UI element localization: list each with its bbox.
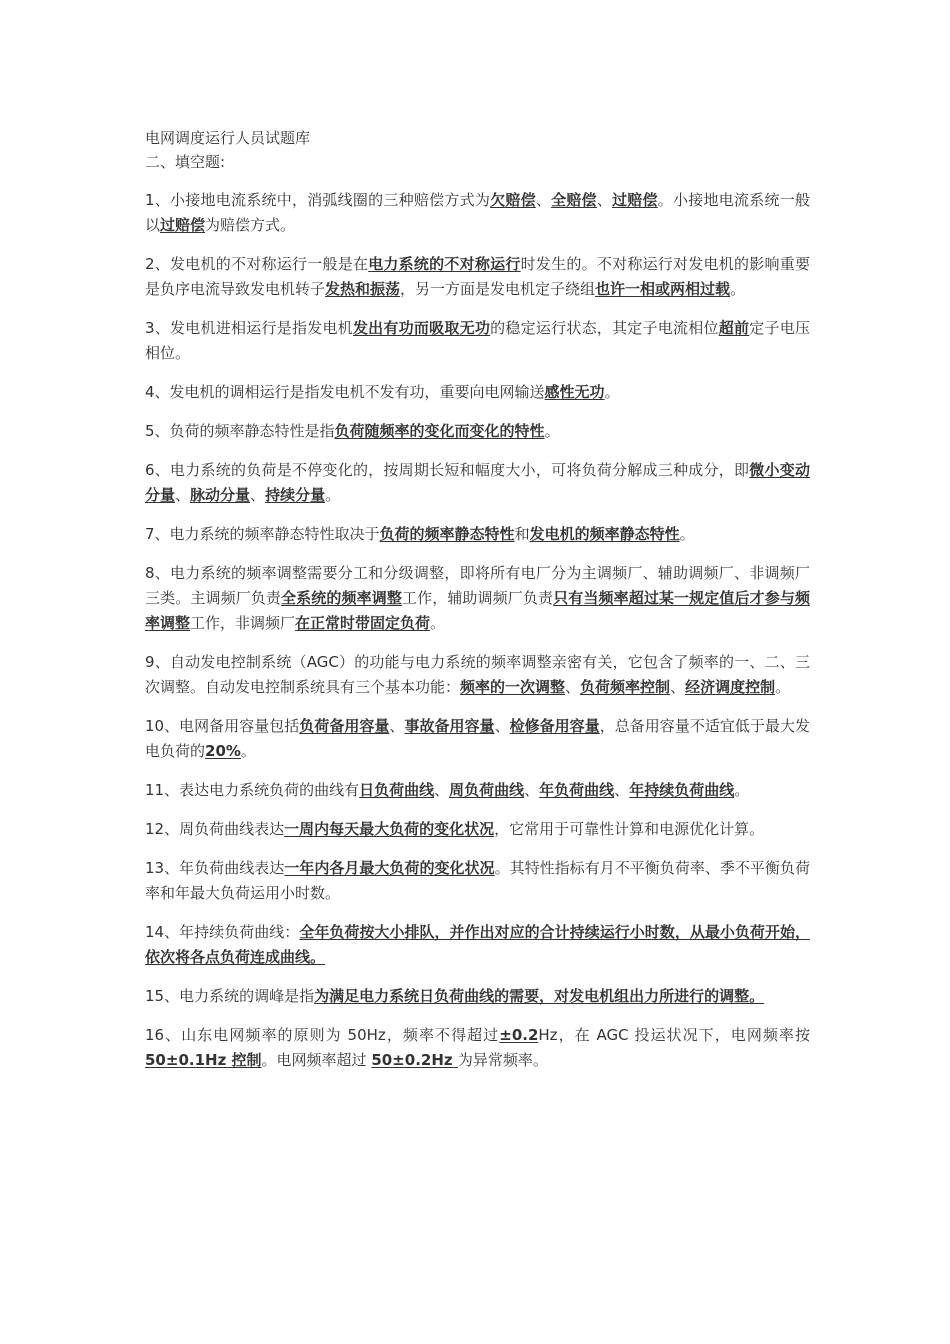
question-text: 7、电力系统的频率静态特性取决于 (145, 525, 380, 543)
question-text: 8、电力系统的频率调整需要分工和分级调整，即将所有电厂分为主调频厂、辅助调频厂、非调频厂三类。主调频厂负责 (145, 564, 810, 607)
question-text: 为赔偿方式。 (205, 216, 296, 234)
question-text: 。 (544, 422, 560, 440)
question-text: 。电网频率超过 (261, 1051, 372, 1069)
question-text: 9、自动发电控制系统（AGC）的功能与电力系统的频率调整亲密有关，它包含了频率的一、二、三次调整。自动发电控制系统具有三个基本功能： (145, 653, 810, 696)
question-text: 15、电力系统的调峰是指 (145, 987, 315, 1005)
answer-text: 欠赔偿 (490, 191, 536, 209)
question-text: 、 (596, 191, 613, 209)
answer-text: 负荷频率控制 (580, 678, 671, 696)
question-text: 、 (434, 781, 450, 799)
question-text: 、 (250, 486, 266, 504)
question-item (145, 188, 810, 238)
question-text: 、 (614, 781, 630, 799)
answer-text: 负荷随频率的变化而变化的特性 (334, 422, 545, 440)
answer-text: 年负荷曲线 (539, 781, 615, 799)
question-item (145, 714, 810, 764)
document-body (145, 126, 810, 1087)
question-item (145, 984, 810, 1009)
question-text: 。其特性指标有月不平衡负荷率、季不平衡负荷率和年最大负荷运用小时数。 (145, 859, 810, 902)
question-item (145, 920, 810, 970)
question-text: 11、表达电力系统负荷的曲线有 (145, 781, 360, 799)
answer-text: 全系统的频率调整 (281, 589, 402, 607)
question-text: 。 (325, 486, 341, 504)
question-text: ，另一方面是发电机定子绕组 (400, 280, 596, 298)
answer-text: 全赔偿 (551, 191, 597, 209)
answer-text: 50±0.2Hz (371, 1051, 458, 1069)
question-text: 2、发电机的不对称运行一般是在 (145, 255, 369, 273)
question-text: 。小接地电流系统一般以 (145, 191, 810, 234)
question-text: 。 (430, 614, 446, 632)
question-text: 、 (535, 191, 552, 209)
question-text: 工作，非调频厂 (190, 614, 296, 632)
answer-text: 过赔偿 (612, 191, 658, 209)
answer-text: 在正常时带固定负荷 (295, 614, 431, 632)
section-heading: 二、填空题: (145, 153, 226, 171)
answer-text: 检修备用容量 (509, 717, 600, 735)
question-text: 5、负荷的频率静态特性是指 (145, 422, 335, 440)
question-text: 、 (494, 717, 510, 735)
question-item (145, 380, 810, 405)
answer-text: 20% (205, 742, 241, 760)
question-text: 16、山东电网频率的原则为 50Hz，频率不得超过 (145, 1026, 500, 1044)
question-text: 1、小接地电流系统中，消弧线圈的三种赔偿方式为 (145, 191, 491, 209)
question-text: 、 (175, 486, 191, 504)
question-list (145, 188, 810, 1073)
answer-text: 发热和振荡 (325, 280, 401, 298)
answer-text: 也许一相或两相过载 (595, 280, 731, 298)
question-text: 14、年持续负荷曲线： (145, 923, 300, 941)
question-text: 。 (734, 781, 750, 799)
answer-text: 频率的一次调整 (460, 678, 566, 696)
answer-text: 日负荷曲线 (359, 781, 435, 799)
answer-text: 电力系统的不对称运行 (368, 255, 521, 273)
question-item (145, 522, 810, 547)
question-text: 。 (240, 742, 256, 760)
answer-text: 事故备用容量 (404, 717, 495, 735)
answer-text: 发电机的频率静态特性 (529, 525, 680, 543)
answer-text: 一周内每天最大负荷的变化状况 (284, 820, 495, 838)
question-text: ，总备用容量不适宜低于最大发电负荷的 (145, 717, 810, 760)
answer-text: 负荷备用容量 (299, 717, 390, 735)
question-item (145, 1023, 810, 1073)
answer-text: 发出有功而吸取无功 (352, 319, 491, 337)
question-text: 、 (524, 781, 540, 799)
answer-text: 经济调度控制 (685, 678, 776, 696)
question-text: 定子电压相位。 (145, 319, 810, 362)
question-text: 和 (514, 525, 530, 543)
question-text: 12、周负荷曲线表达 (145, 820, 285, 838)
question-text: 、 (389, 717, 405, 735)
question-text: 。 (730, 280, 746, 298)
question-item (145, 316, 810, 366)
question-item (145, 650, 810, 700)
question-text: 3、发电机进相运行是指发电机 (145, 319, 353, 337)
answer-text: 持续分量 (265, 486, 326, 504)
question-text: 、 (565, 678, 581, 696)
answer-text: 为满足电力系统日负荷曲线的需要，对发电机组出力所进行的调整。 (314, 987, 765, 1005)
question-text: 、 (670, 678, 686, 696)
answer-text: 年持续负荷曲线 (629, 781, 735, 799)
question-text: Hz，在 AGC 投运状况下，电网频率按 (538, 1026, 810, 1044)
answer-text: 负荷的频率静态特性 (379, 525, 515, 543)
question-text: 4、发电机的调相运行是指发电机不发有功，重要向电网输送 (145, 383, 545, 401)
question-item (145, 561, 810, 636)
question-item (145, 458, 810, 508)
answer-text: 50±0.1Hz 控制 (145, 1051, 262, 1069)
question-text: 13、年负荷曲线表达 (145, 859, 285, 877)
answer-text: 超前 (718, 319, 750, 337)
answer-text: 一年内各月最大负荷的变化状况 (284, 859, 495, 877)
question-text: 6、电力系统的负荷是不停变化的，按周期长短和幅度大小，可将负荷分解成三种成分，即 (145, 461, 750, 479)
question-text: 为异常频率。 (457, 1051, 548, 1069)
question-text: 工作，辅助调频厂负责 (401, 589, 554, 607)
question-item (145, 817, 810, 842)
answer-text: 全年负荷按大小排队，并作出对应的合计持续运行小时数，从最小负荷开始，依次将各点负荷连成曲线。 (145, 923, 810, 966)
question-text: 时发生的。不对称运行对发电机的影响重要是负序电流导致发电机转子 (145, 255, 810, 298)
question-text: ，它常用于可靠性计算和电源优化计算。 (494, 820, 765, 838)
question-item (145, 856, 810, 906)
question-text: 。 (775, 678, 791, 696)
answer-text: ±0.2 (499, 1026, 539, 1044)
question-text: 。 (679, 525, 695, 543)
answer-text: 过赔偿 (160, 216, 206, 234)
answer-text: 感性无功 (544, 383, 605, 401)
question-text: 的稳定运行状态，其定子电流相位 (490, 319, 719, 337)
document-title: 电网调度运行人员试题库 (145, 129, 311, 147)
answer-text: 只有当频率超过某一规定值后才参与频率调整 (145, 589, 810, 632)
answer-text: 周负荷曲线 (449, 781, 525, 799)
question-item (145, 778, 810, 803)
answer-text: 脉动分量 (190, 486, 251, 504)
question-item (145, 419, 810, 444)
answer-text: 微小变动分量 (145, 461, 810, 504)
question-text: 。 (604, 383, 620, 401)
question-text: 10、电网备用容量包括 (145, 717, 300, 735)
question-item (145, 252, 810, 302)
